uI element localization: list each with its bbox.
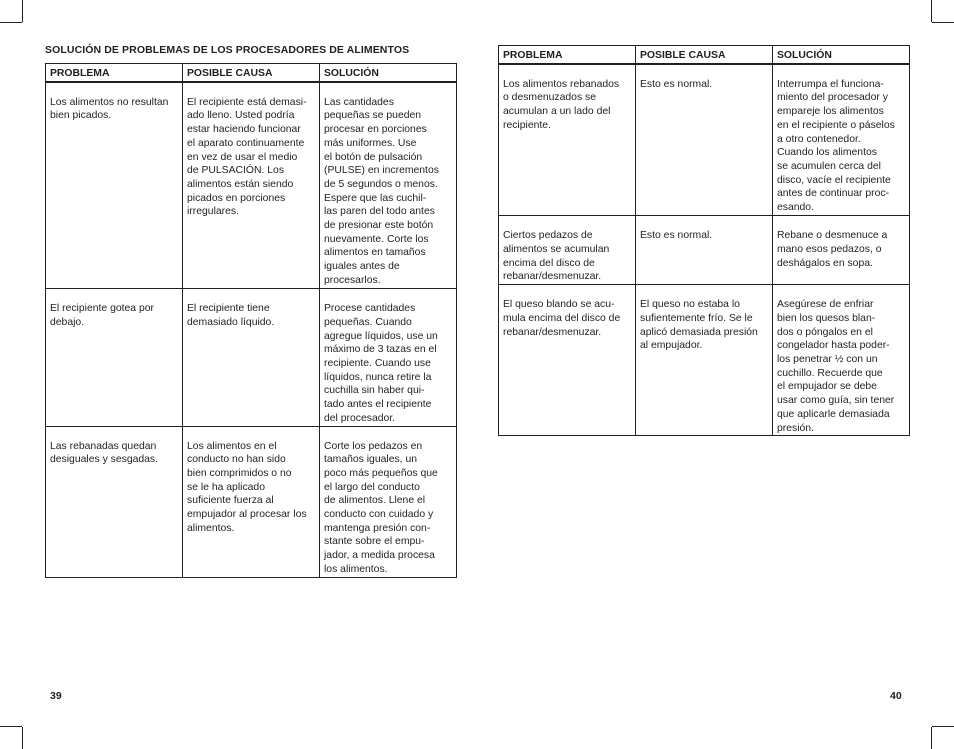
page-number-right: 40 (890, 690, 902, 702)
problem-cell (46, 82, 183, 289)
column-header-cause: POSIBLE CAUSA (636, 46, 773, 64)
solution-text: Las cantidades pequeñas se pueden procesar en porciones más uniformes. Use el botón de pulsación (PULSE) en incrementos de 5 segundos o menos. Espere que las cuchil- las paren del todo antes de presionar este botón nuevamente. Corte los alimentos en tamaños iguales antes de procesarlos. (324, 96, 439, 286)
solution-cell (320, 289, 457, 426)
problem-cell (499, 64, 636, 216)
solution-cell (320, 82, 457, 289)
solution-text: Procese cantidades pequeñas. Cuando agregue líquidos, use un máximo de 3 tazas en el recipiente. Cuando use líquidos, nunca retire la cuchilla sin haber qui- tado antes el recipiente del procesador. (324, 303, 438, 424)
problem-text: El recipiente gotea por debajo. (50, 303, 154, 328)
table-header-row (499, 46, 910, 64)
solution-text: Asegúrese de enfriar bien los quesos blan- dos o póngalos en el congelador hasta poder- los penetrar ½ con un cuchillo. Recuerde que el empujador se debe usar como guía, sin tener que aplicarle demasiada presión. (777, 299, 895, 434)
solution-cell (773, 64, 910, 216)
table-row (46, 426, 457, 577)
cause-cell (183, 289, 320, 426)
problem-text: El queso blando se acu- mula encima del disco de rebanar/desmenuzar. (503, 299, 621, 338)
cause-cell (636, 64, 773, 216)
table-row (499, 64, 910, 216)
problem-cell (46, 289, 183, 426)
problem-text: Ciertos pedazos de alimentos se acumulan encima del disco de rebanar/desmenuzar. (503, 230, 610, 283)
problem-text: Los alimentos no resultan bien picados. (50, 96, 169, 122)
crop-mark (0, 22, 22, 23)
column-header-solution: SOLUCIÓN (320, 64, 457, 82)
solution-text: Corte los pedazos en tamaños iguales, un poco más pequeños que el largo del conducto de alimentos. Llene el conducto con cuidado y mantenga presión con- stante sobre el empu- jador, a medida procesa los alimentos. (324, 440, 438, 575)
column-header-cause: POSIBLE CAUSA (183, 64, 320, 82)
crop-mark (931, 727, 932, 749)
cause-cell (636, 285, 773, 436)
cause-text: Esto es normal. (640, 230, 713, 242)
solution-cell (773, 285, 910, 436)
solution-text: Rebane o desmenuce a mano esos pedazos, o deshágalos en sopa. (777, 230, 888, 269)
crop-mark (932, 726, 954, 727)
cause-cell (636, 216, 773, 285)
cause-text: El recipiente tiene demasiado líquido. (187, 303, 275, 328)
troubleshooting-table-left (45, 63, 457, 578)
troubleshooting-table-right (498, 45, 910, 436)
solution-cell (773, 216, 910, 285)
solution-text: Interrumpa el funciona- miento del procesador y emparejе los alimentos en el recipiente o páselos a otro contenedor. Cuando los alimentos se acumulen cerca del disco, vacíe el recipiente antes de continuar proc- esando. (777, 78, 895, 214)
page-number-left: 39 (50, 690, 62, 702)
problem-cell (499, 216, 636, 285)
section-title: SOLUCIÓN DE PROBLEMAS DE LOS PROCESADORES DE ALIMENTOS (45, 44, 410, 56)
cause-text: Esto es normal. (640, 78, 713, 90)
table-header-row (46, 64, 457, 82)
crop-mark (22, 727, 23, 749)
column-header-problem: PROBLEMA (46, 64, 183, 82)
table-row (46, 289, 457, 426)
column-header-solution: SOLUCIÓN (773, 46, 910, 64)
column-header-problem: PROBLEMA (499, 46, 636, 64)
crop-mark (931, 0, 932, 22)
table-row (46, 82, 457, 289)
cause-cell (183, 426, 320, 577)
table-row (499, 216, 910, 285)
problem-text: Las rebanadas quedan desiguales y sesgadas. (50, 440, 159, 466)
crop-mark (932, 22, 954, 23)
problem-cell (46, 426, 183, 577)
cause-text: El recipiente está demasi- ado lleno. Usted podría estar haciendo funcionar el aparato continuamente en vez de usar el medio de PULSACIÓN. Los alimentos están siendo picados en porciones irregulares. (187, 96, 307, 218)
cause-text: El queso no estaba lo sufientemente frío. Se le aplicó demasiada presión al empujador. (640, 299, 758, 352)
cause-text: Los alimentos en el conducto no han sido bien comprimidos o no se le ha aplicado suficiente fuerza al empujador al procesar los alimentos. (187, 440, 307, 534)
table-row (499, 285, 910, 436)
solution-cell (320, 426, 457, 577)
problem-text: Los alimentos rebanados o desmenuzados se acumulan a un lado del recipiente. (503, 78, 620, 131)
cause-cell (183, 82, 320, 289)
crop-mark (0, 726, 22, 727)
crop-mark (22, 0, 23, 22)
problem-cell (499, 285, 636, 436)
